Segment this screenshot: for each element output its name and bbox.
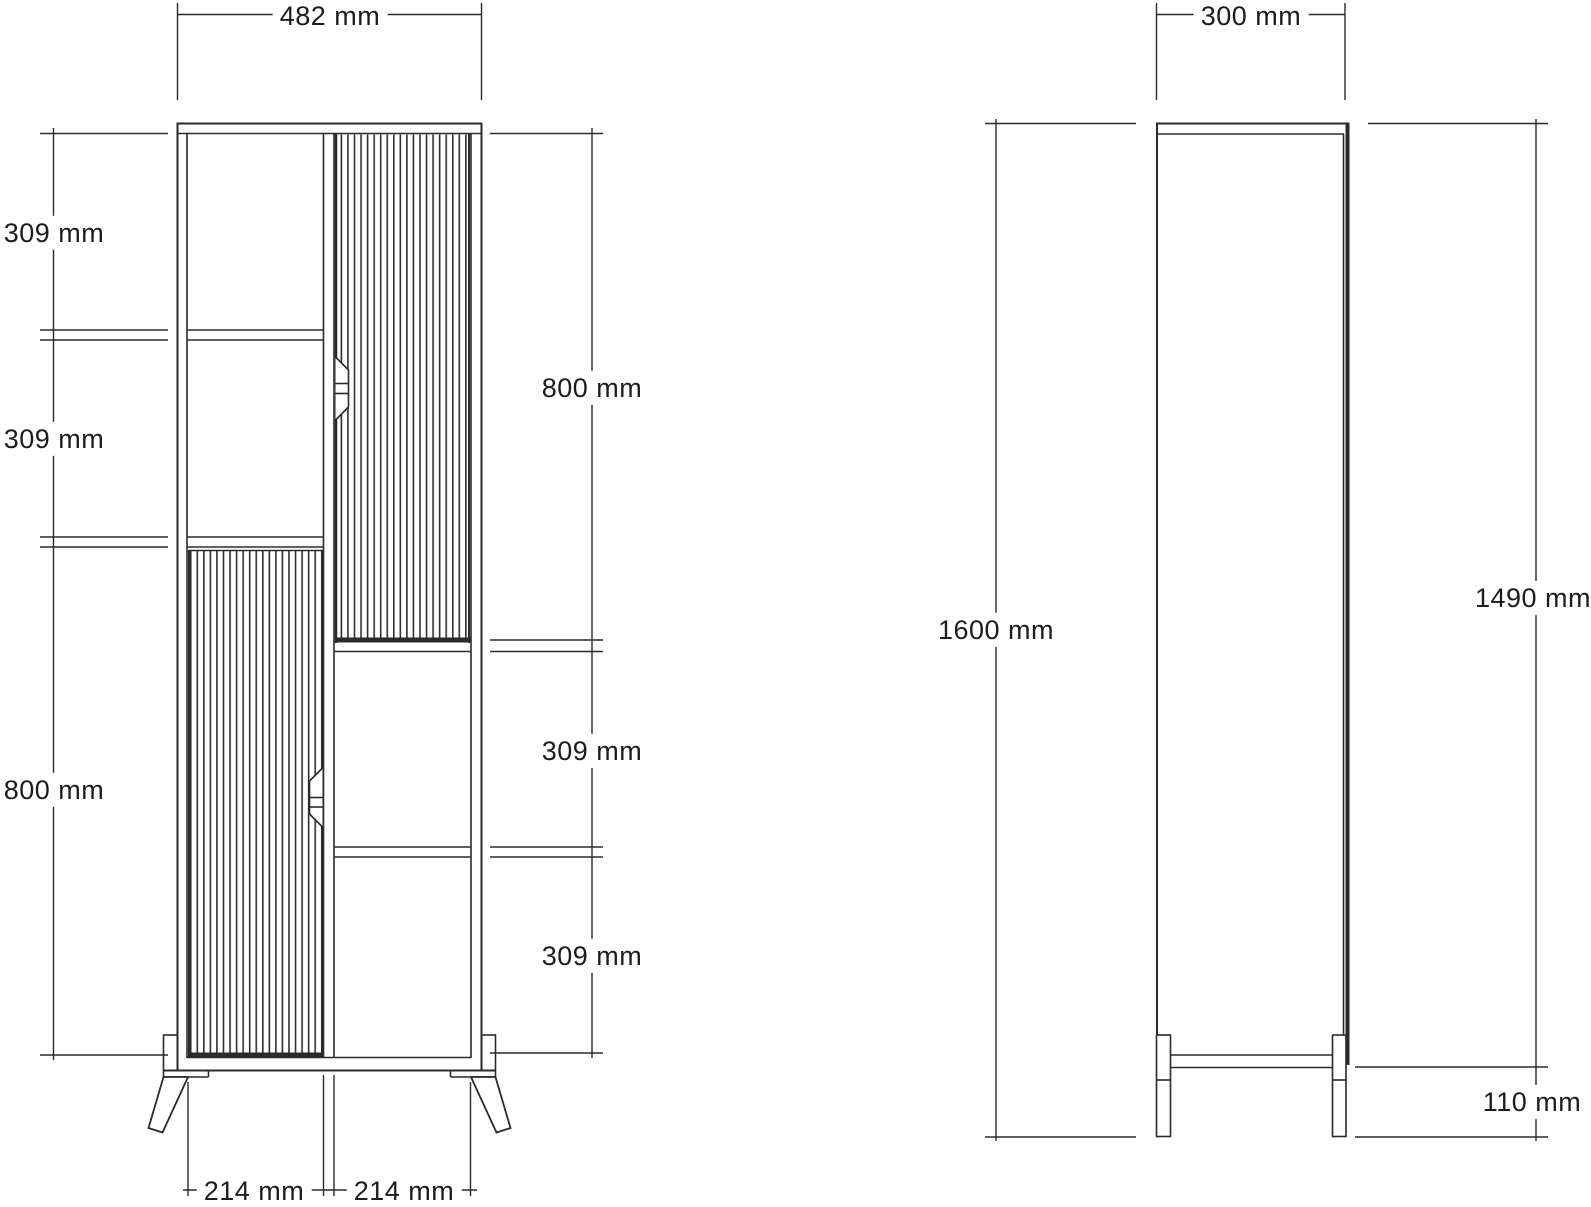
front-left-shelves bbox=[187, 330, 324, 547]
dim-label-side-total-height: 1600 mm bbox=[931, 613, 1061, 647]
dim-label-front-right-bottom: 309 mm bbox=[535, 939, 650, 973]
dim-label-front-left-middle: 309 mm bbox=[0, 422, 111, 456]
dim-label-side-foot-height: 110 mm bbox=[1476, 1085, 1589, 1119]
side-left-leg bbox=[1156, 1035, 1171, 1137]
front-right-fluted-door bbox=[335, 134, 471, 643]
front-left-fluted-door bbox=[188, 550, 324, 1058]
side-right-leg bbox=[1332, 1035, 1347, 1137]
dim-label-front-bottom-right: 214 mm bbox=[347, 1174, 462, 1207]
dim-label-side-width: 300 mm bbox=[1194, 0, 1309, 33]
front-view-cabinet bbox=[149, 123, 511, 1133]
side-view-cabinet bbox=[1156, 123, 1350, 1137]
dim-label-side-body-height: 1490 mm bbox=[1468, 581, 1591, 615]
dim-label-front-bottom-left: 214 mm bbox=[197, 1174, 312, 1207]
dim-label-front-width: 482 mm bbox=[273, 0, 388, 33]
side-view-dimensions bbox=[985, 3, 1548, 1141]
front-right-shelves bbox=[334, 642, 471, 858]
dim-label-front-right-top: 800 mm bbox=[535, 371, 650, 405]
dim-label-front-right-middle: 309 mm bbox=[535, 734, 650, 768]
dim-label-front-left-bottom: 800 mm bbox=[0, 773, 111, 807]
dim-label-front-left-top: 309 mm bbox=[0, 216, 111, 250]
